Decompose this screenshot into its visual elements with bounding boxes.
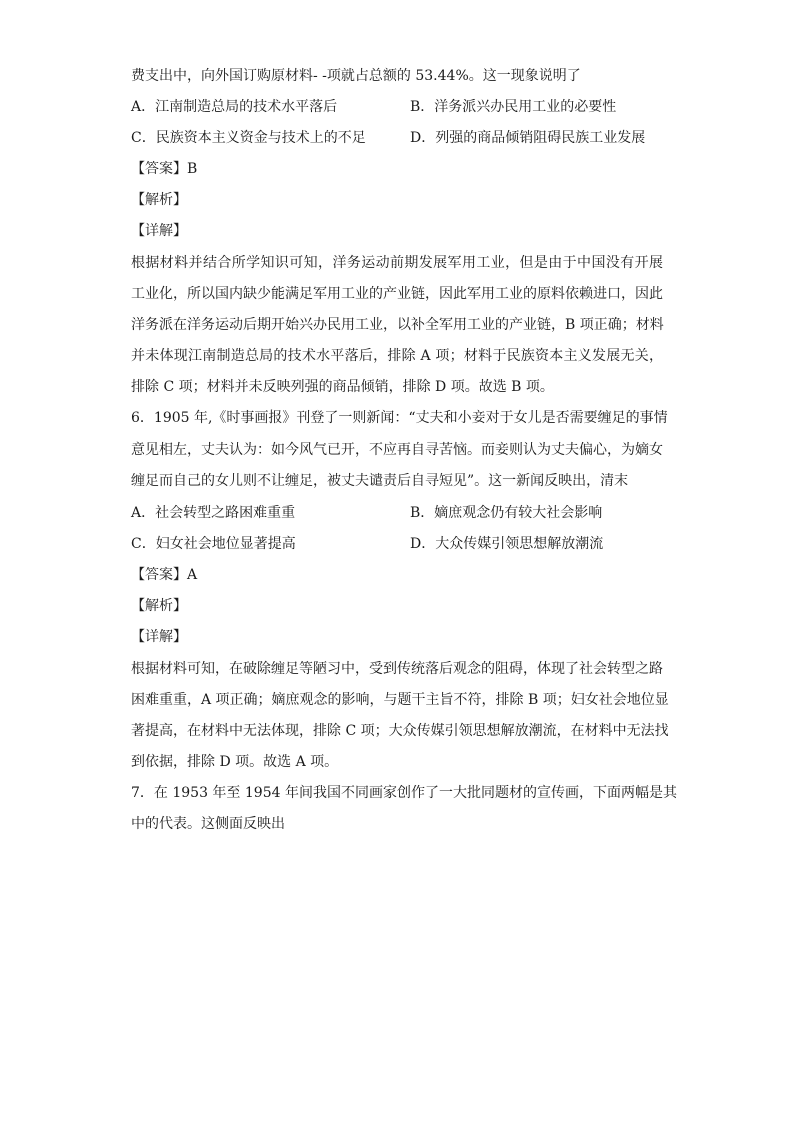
q6-option-a: A．社会转型之路困难重重 — [131, 505, 296, 521]
q6-stem-line: 意见相左，丈夫认为：如今风气已开，不应再自寻苦恼。而妾则认为丈夫偏心，为嫡女 — [131, 442, 663, 458]
q5-option-b: B．洋务派兴办民用工业的必要性 — [410, 99, 617, 115]
q6-option-b: B．嫡庶观念仍有较大社会影响 — [410, 505, 603, 521]
q6-detail-label: 【详解】 — [131, 629, 187, 645]
q5-detail-line: 工业化，所以国内缺少能满足军用工业的产业链，因此军用工业的原料依赖进口，因此 — [131, 286, 663, 302]
q5-answer: 【答案】B — [131, 161, 198, 177]
q5-analysis-label: 【解析】 — [131, 192, 187, 208]
q5-detail-label: 【详解】 — [131, 223, 187, 239]
q5-option-c: C．民族资本主义资金与技术上的不足 — [131, 130, 366, 146]
q6-detail-line: 到依据，排除 D 项。故选 A 项。 — [131, 754, 339, 770]
q6-detail-line: 困难重重，A 项正确；嫡庶观念的影响，与题干主旨不符，排除 B 项；妇女社会地位显 — [131, 692, 669, 708]
q7-stem-line: 7．在 1953 年至 1954 年间我国不同画家创作了一大批同题材的宣传画，下面两幅是其 — [131, 785, 677, 801]
q5-detail-line: 并未体现江南制造总局的技术水平落后，排除 A 项；材料于民族资本主义发展无关， — [131, 348, 663, 364]
q6-answer: 【答案】A — [131, 567, 198, 583]
q6-detail-line: 根据材料可知，在破除缠足等陋习中，受到传统落后观念的阻碍，体现了社会转型之路 — [131, 661, 663, 677]
q5-option-a: A．江南制造总局的技术水平落后 — [131, 99, 338, 115]
q5-detail-line: 排除 C 项；材料并未反映列强的商品倾销，排除 D 项。故选 B 项。 — [131, 379, 554, 395]
q6-option-d: D．大众传媒引领思想解放潮流 — [410, 536, 604, 552]
q5-option-d: D．列强的商品倾销阻碍民族工业发展 — [410, 130, 646, 146]
q6-option-c: C．妇女社会地位显著提高 — [131, 536, 296, 552]
q6-detail-line: 著提高，在材料中无法体现，排除 C 项；大众传媒引领思想解放潮流，在材料中无法找 — [131, 723, 669, 739]
q5-stem-tail: 费支出中，向外国订购原材料- -项就占总额的 53.44%。这一现象说明了 — [131, 68, 581, 84]
q6-analysis-label: 【解析】 — [131, 598, 187, 614]
q5-detail-line: 洋务派在洋务运动后期开始兴办民用工业，以补全军用工业的产业链，B 项正确；材料 — [131, 317, 664, 333]
q7-stem-line: 中的代表。这侧面反映出 — [131, 816, 285, 832]
q6-stem-line: 缠足而自己的女儿则不让缠足，被丈夫谴责后自寻短见”。这一新闻反映出，清末 — [131, 473, 629, 489]
q6-stem-line: 6．1905 年,《时事画报》刊登了一则新闻：“丈夫和小妾对于女儿是否需要缠足的事情 — [131, 410, 668, 426]
q5-detail-line: 根据材料并结合所学知识可知，洋务运动前期发展军用工业，但是由于中国没有开展 — [131, 255, 663, 271]
